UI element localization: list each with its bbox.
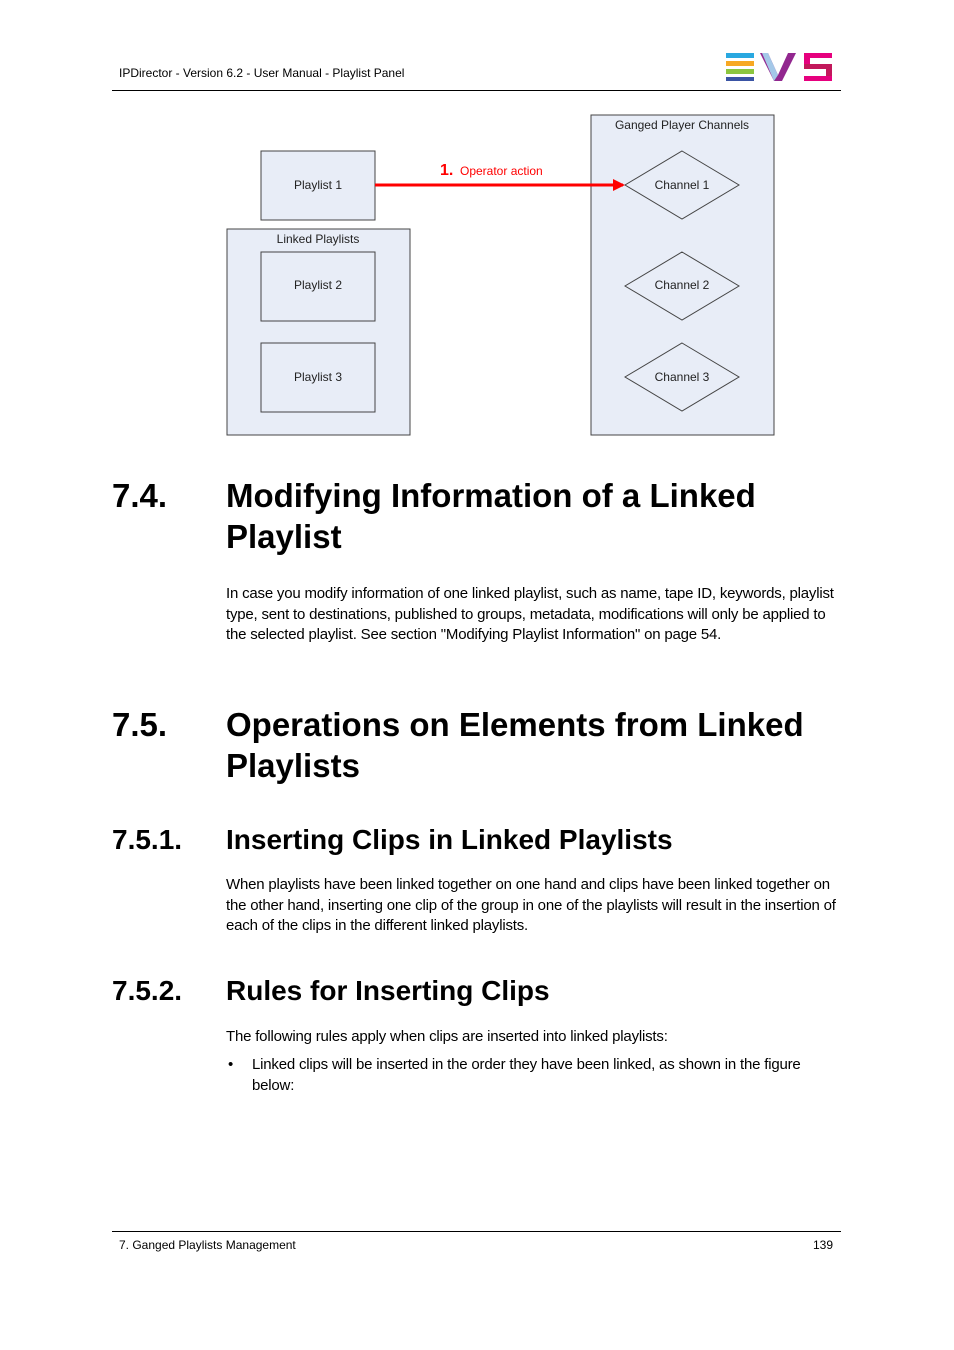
section-7-5-2-body: The following rules apply when clips are inserted into linked playlists: [226,1028,668,1045]
page-number: 139 [812,1238,833,1252]
linked-playlists-group [227,229,410,435]
svg-text:Playlist 2: Playlist 2 [293,278,343,292]
svg-text:Playlist 1: Playlist 1 [293,178,343,192]
evs-logo [726,53,834,81]
section-7-5-1-body: When playlists have been linked together on one hand and clips have been linked together on the other hand, inserting one clip of the group in one of the playlists will result in the insertion of each of the clips in the different linked playlists. [226,876,836,934]
section-number: 7.5.1. [112,824,183,855]
operator-action-arrow [375,162,623,185]
svg-text:Channel 1: Channel 1 [654,178,710,192]
svg-text:Operator action: Operator action [460,164,543,178]
section-title: Operations on Elements from Linked Playlists [226,706,804,784]
section-7-4-body: In case you modify information of one linked playlist, such as name, tape ID, keywords, playlist type, sent to destinations, published to groups, metadata, modifications will only be applied to the selected playlist. See section "Modifying Playlist Information" on page 54. [226,585,834,643]
bullet-item: Linked clips will be inserted in the order they have been linked, as shown in the figure below: [252,1056,801,1094]
section-number: 7.5.2. [112,975,183,1006]
svg-text:1.: 1. [440,162,454,179]
section-number: 7.5. [112,706,168,743]
svg-text:Channel 2: Channel 2 [654,278,710,292]
svg-text:Playlist 3: Playlist 3 [293,370,343,384]
bullet-marker: • [228,1056,234,1073]
ganged-playlists-diagram [225,113,777,438]
section-title: Inserting Clips in Linked Playlists [226,824,673,855]
section-title: Rules for Inserting Clips [226,975,550,1006]
header-rule [112,90,841,91]
section-number: 7.4. [112,477,168,514]
svg-text:Channel 3: Channel 3 [654,370,710,384]
footer-chapter: 7. Ganged Playlists Management [119,1238,296,1252]
section-title: Modifying Information of a Linked Playlist [226,477,756,555]
ganged-player-channels-group [591,115,774,435]
playlist-1-box [261,151,375,220]
header-title: IPDirector - Version 6.2 - User Manual - Playlist Panel [119,66,405,80]
footer-rule [112,1231,841,1232]
svg-text:Ganged Player Channels: Ganged Player Channels [614,118,750,132]
svg-text:Linked Playlists: Linked Playlists [276,232,360,246]
